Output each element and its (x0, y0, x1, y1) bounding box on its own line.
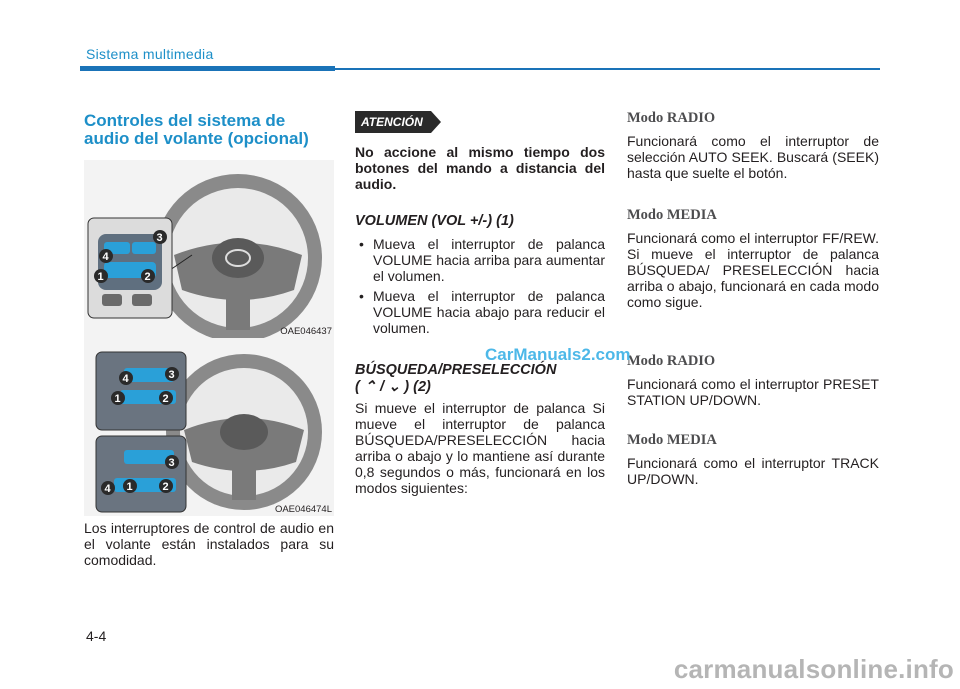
svg-text:4: 4 (102, 251, 109, 263)
svg-text:2: 2 (144, 271, 151, 283)
volume-heading: VOLUMEN (VOL +/-) (1) (355, 213, 514, 229)
steering-wheel-a-illustration (84, 160, 334, 338)
figure-b-code: OAE046474L (274, 504, 332, 515)
footer-watermark: carmanualsonline.info (673, 654, 954, 684)
section-heading: Controles del sistema de audio del volante (opcional) (84, 111, 309, 148)
svg-text:1: 1 (97, 271, 104, 283)
figure-type-a (84, 160, 334, 338)
seek-heading-line2: ( ⌃ / ⌄ ) (2) (355, 379, 431, 395)
svg-text:2: 2 (162, 393, 169, 405)
svg-text:1: 1 (126, 481, 133, 493)
figure-a-code: OAE046437 (280, 326, 332, 337)
mode-text: Funcionará como el interruptor PRESET STATION UP/DOWN. (627, 376, 879, 408)
mode-text: Funcionará como el interruptor de selección AUTO SEEK. Buscará (SEEK) hasta que suelte el botón. (627, 133, 879, 181)
svg-text:1: 1 (114, 393, 121, 405)
volume-bullets (355, 236, 605, 340)
section-title: Sistema multimedia (86, 46, 214, 62)
header-rule (335, 68, 880, 70)
svg-text:3: 3 (156, 232, 163, 244)
seek-paragraph: Si mueve el interruptor de palanca Si mueve el interruptor de palanca BÚSQUEDA/PRESELECCIÓN hacia arriba o abajo y lo mantiene así durante 0,8 segundos o más, funcionará en los modos siguientes: (355, 400, 605, 496)
seek-heading (355, 362, 605, 396)
mode-title: Modo RADIO (627, 353, 716, 369)
mode-title: Modo MEDIA (627, 432, 717, 448)
header-bar (80, 66, 335, 71)
svg-text:3: 3 (168, 369, 175, 381)
seek-heading-line1: BÚSQUEDA/PRESELECCIÓN (355, 362, 557, 378)
page-number: 4-4 (86, 628, 107, 644)
mode-title: Modo MEDIA (627, 207, 717, 223)
mode-title: Modo RADIO (627, 110, 716, 126)
svg-text:4: 4 (122, 373, 129, 385)
attention-text: No accione al mismo tiempo dos botones del mando a distancia del audio. (355, 144, 605, 192)
svg-text:3: 3 (168, 457, 175, 469)
mode-text: Funcionará como el interruptor TRACK UP/DOWN. (627, 455, 879, 487)
steering-wheel-b-illustration (84, 338, 334, 516)
attention-badge: ATENCIÓN (355, 111, 431, 133)
intro-paragraph: Los interruptores de control de audio en el volante están instalados para su comodidad. (84, 520, 334, 568)
list-item: • Mueva el interruptor de palanca VOLUME hacia abajo para reducir el volumen. (355, 288, 605, 336)
figure-type-b (84, 338, 334, 516)
watermark: CarManuals2.com (485, 345, 631, 364)
svg-text:4: 4 (104, 483, 111, 495)
mode-text: Funcionará como el interruptor FF/REW. Si mueve el interruptor de palanca BÚSQUEDA/ PRESELECCIÓN hacia arriba o abajo, funcionará en cada modo como sigue. (627, 230, 879, 310)
list-item: • Mueva el interruptor de palanca VOLUME hacia arriba para aumentar el volumen. (355, 236, 605, 284)
svg-text:2: 2 (162, 481, 169, 493)
